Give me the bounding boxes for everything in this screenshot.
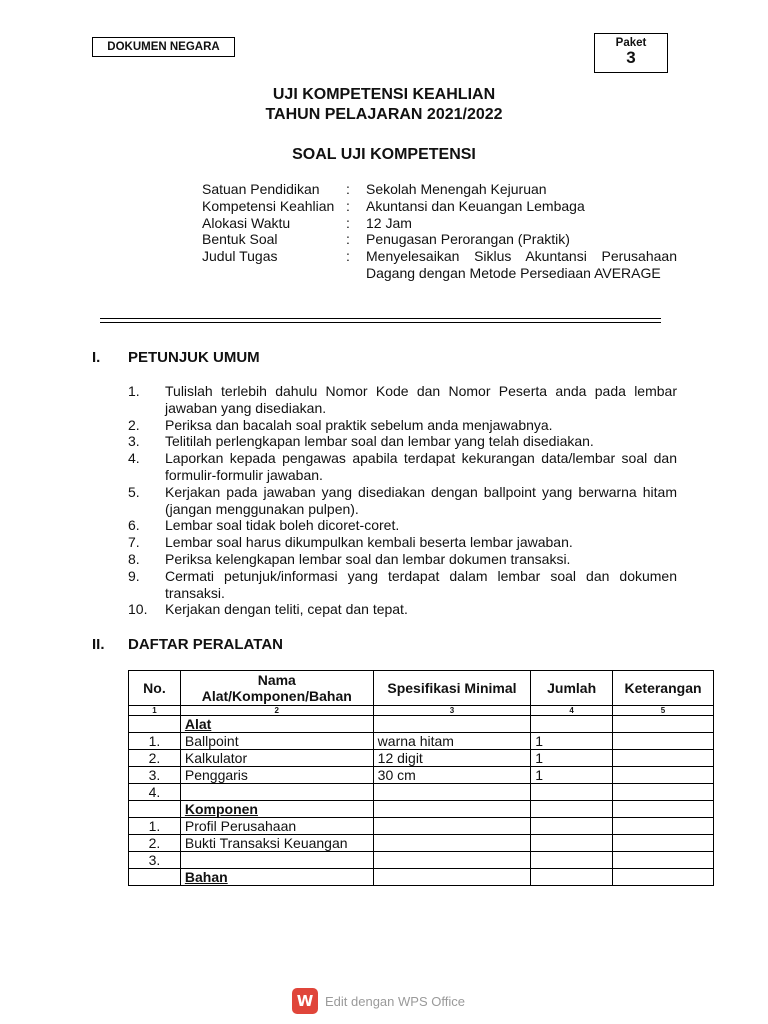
info-value: Sekolah Menengah Kejuruan [366,181,547,197]
table-row [129,750,714,767]
title-line-3: SOAL UJI KOMPETENSI [292,146,476,163]
cell-qty: 1 [531,733,613,750]
cell-note [613,750,714,767]
info-colon: : [346,214,350,231]
cell-spec [373,852,531,869]
cell-spec [373,784,531,801]
cell-name: Profil Perusahaan [180,818,373,835]
info-colon: : [346,181,350,197]
info-row [202,231,677,248]
cell-no: 3. [129,767,181,784]
info-value: 12 Jam [366,214,412,231]
item-text: Kerjakan pada jawaban yang disediakan dengan ballpoint yang berwarna hitam (jangan menggunakan pulpen). [165,483,677,517]
cell-spec [373,818,531,835]
item-number: 9. [128,567,140,584]
list-item [128,568,677,602]
paket-box [594,33,668,73]
cell-category: Bahan [180,869,373,886]
info-row [202,248,677,282]
cell-no [129,801,181,818]
cell-spec [373,716,531,733]
section-title: DAFTAR PERALATAN [128,636,283,653]
item-number: 6. [128,517,140,534]
cell-spec: 30 cm [373,767,531,784]
table-index-row [129,706,714,716]
cell-note [613,733,714,750]
list-item [128,517,677,534]
item-number: 7. [128,534,140,551]
cell-no [129,716,181,733]
wps-logo-icon: W [292,988,318,1014]
header-no: No. [129,671,181,706]
list-item [128,433,677,450]
list-item [128,551,677,568]
info-key: Kompetensi Keahlian [202,197,335,214]
cell-note [613,784,714,801]
section-title: PETUNJUK UMUM [128,349,260,366]
cell-note [613,767,714,784]
list-item [128,534,677,551]
index-cell: 3 [373,706,531,716]
table-row [129,869,714,886]
header-name: Nama Alat/Komponen/Bahan [180,671,373,706]
wps-watermark [292,988,465,1014]
info-row [202,215,677,232]
table-row [129,801,714,818]
cell-no: 1. [129,733,181,750]
equipment-table [128,670,714,886]
info-key: Alokasi Waktu [202,214,291,231]
cell-note [613,869,714,886]
item-number: 1. [128,383,140,399]
item-number: 8. [128,550,140,567]
cell-qty [531,835,613,852]
item-text: Lembar soal harus dikumpulkan kembali beserta lembar jawaban. [165,534,573,551]
item-text: Telitilah perlengkapan lembar soal dan lembar yang telah disediakan. [165,433,594,450]
index-cell: 2 [180,706,373,716]
cell-note [613,818,714,835]
table-row [129,818,714,835]
cell-no: 4. [129,784,181,801]
divider [100,322,661,323]
section-heading-petunjuk [92,349,260,366]
item-number: 5. [128,483,140,500]
cell-no: 2. [129,750,181,767]
info-key: Judul Tugas [202,248,278,265]
index-cell: 4 [531,706,613,716]
cell-qty [531,852,613,869]
cell-note [613,835,714,852]
list-item [128,450,677,484]
cell-note [613,716,714,733]
item-text: Periksa kelengkapan lembar soal dan lembar dokumen transaksi. [165,550,571,567]
cell-name [180,784,373,801]
table-row [129,835,714,852]
cell-qty [531,784,613,801]
cell-no [129,869,181,886]
item-number: 4. [128,450,140,467]
cell-spec [373,835,531,852]
item-text: Cermati petunjuk/informasi yang terdapat dalam lembar soal dan dokumen transaksi. [165,567,677,601]
info-value: Akuntansi dan Keuangan Lembaga [366,197,585,214]
index-cell: 5 [613,706,714,716]
cell-qty [531,869,613,886]
cell-qty [531,818,613,835]
info-colon: : [346,197,350,214]
cell-spec [373,801,531,818]
info-block [202,181,677,282]
item-text: Tulislah terlebih dahulu Nomor Kode dan Nomor Peserta anda pada lembar jawaban yang disediakan. [165,383,677,416]
info-key: Satuan Pendidikan [202,181,320,197]
list-item [128,417,677,434]
header-qty: Jumlah [531,671,613,706]
item-text: Lembar soal tidak boleh dicoret-coret. [165,517,400,534]
header-note: Keterangan [613,671,714,706]
info-colon: : [346,248,350,265]
cell-note [613,801,714,818]
index-cell: 1 [129,706,181,716]
info-row [202,181,677,198]
section-heading-peralatan [92,636,283,653]
paket-number: 3 [626,48,636,67]
table-row [129,716,714,733]
table-row [129,767,714,784]
title-line-2: TAHUN PELAJARAN 2021/2022 [265,106,503,123]
cell-qty: 1 [531,750,613,767]
cell-spec [373,869,531,886]
cell-name [180,852,373,869]
cell-qty [531,716,613,733]
item-number: 10. [128,601,148,618]
paket-label: Paket [615,37,647,49]
header-spec: Spesifikasi Minimal [373,671,531,706]
table-row [129,733,714,750]
title-line-1: UJI KOMPETENSI KEAHLIAN [272,86,496,103]
info-value: Penugasan Perorangan (Praktik) [366,231,570,248]
cell-note [613,852,714,869]
cell-spec: 12 digit [373,750,531,767]
cell-qty: 1 [531,767,613,784]
cell-no: 1. [129,818,181,835]
divider [100,318,661,319]
cell-no: 3. [129,852,181,869]
info-value: Menyelesaikan Siklus Akuntansi Perusahaan Dagang dengan Metode Persediaan AVERAGE [366,248,677,281]
list-item [128,383,677,417]
cell-name: Kalkulator [180,750,373,767]
item-text: Laporkan kepada pengawas apabila terdapat kekurangan data/lembar soal dan formulir-formulir jawaban. [165,450,677,483]
info-colon: : [346,231,350,248]
instruction-list [128,383,677,618]
cell-no: 2. [129,835,181,852]
list-item [128,601,677,618]
info-key: Bentuk Soal [202,231,278,248]
section-number: II. [92,636,105,653]
cell-name: Penggaris [180,767,373,784]
item-text: Periksa dan bacalah soal praktik sebelum anda menjawabnya. [165,416,553,433]
item-number: 3. [128,433,140,450]
cell-category: Alat [180,716,373,733]
table-header-row [129,671,714,706]
cell-category: Komponen [180,801,373,818]
cell-qty [531,801,613,818]
info-row [202,198,677,215]
doc-label: DOKUMEN NEGARA [92,37,235,57]
list-item [128,484,677,518]
cell-name: Ballpoint [180,733,373,750]
table-row [129,784,714,801]
cell-spec: warna hitam [373,733,531,750]
cell-name: Bukti Transaksi Keuangan [180,835,373,852]
table-row [129,852,714,869]
item-text: Kerjakan dengan teliti, cepat dan tepat. [165,601,408,618]
section-number: I. [92,349,101,366]
watermark-text: Edit dengan WPS Office [325,993,465,1009]
item-number: 2. [128,416,140,433]
